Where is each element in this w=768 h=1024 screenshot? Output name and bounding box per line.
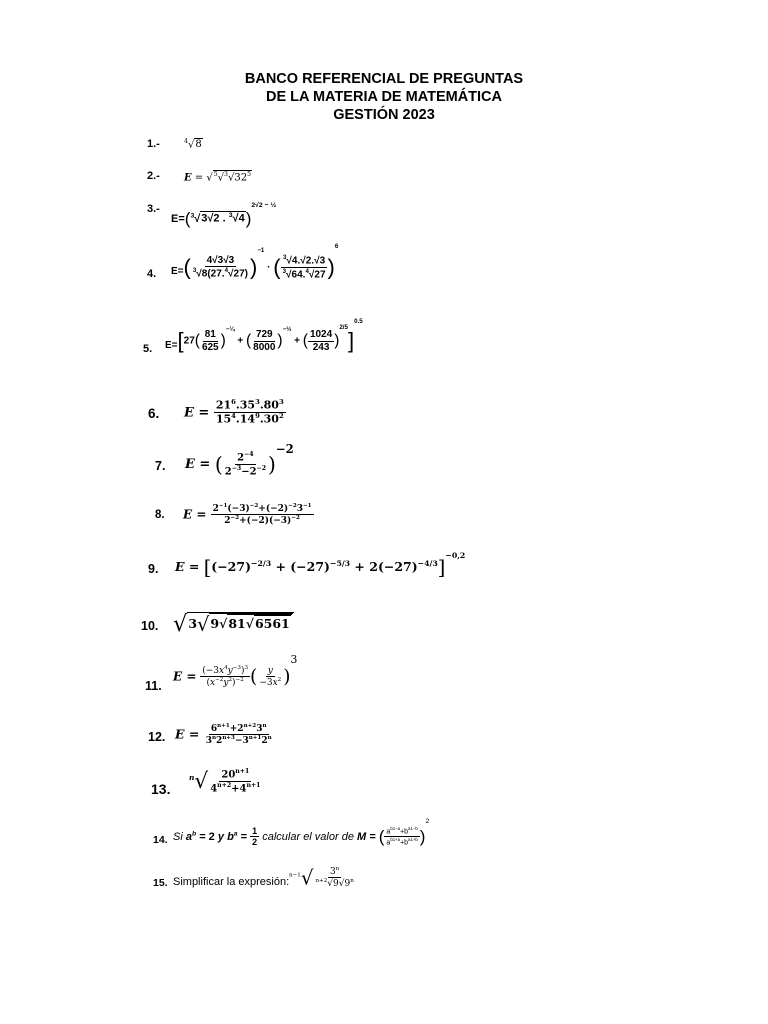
problem-expression: $^4$√8 [184, 138, 202, 151]
header-line-2: DE LA MATERIA DE MATEMÁTICA [265, 89, 502, 105]
problem-expression: $^{n-1}$√ $\frac{3^n}{^{n+2}√9√9^n}$ [289, 866, 354, 890]
problem-number: 7. [155, 459, 166, 473]
problem-label: Simplificar la expresión: [173, 876, 290, 888]
problem-number: 12. [148, 730, 166, 744]
problem-expression: $^n$√ $\frac{20^{n+1}}{4^{n+2}+4^{n+1}}$ [189, 768, 261, 795]
problem-number: 3.- [147, 203, 160, 215]
problem-number: 6. [148, 406, 160, 421]
problem-expression: E=( $\frac{4√3√3}{^3√8(27.^4√27)}$ )$^{-1}$ · ( $\frac{^3√4.√2.√3}{^3√64.^4√27}$ )$^6$ [171, 242, 339, 281]
problem-number: 15. [153, 877, 168, 889]
problem-number: 1.- [147, 138, 160, 150]
problem-number: 11. [145, 679, 162, 693]
problem-expression: $E = √^5√^3√32^5$ [184, 171, 252, 184]
problem-number: 14. [153, 834, 168, 846]
problem-expression: E = $\frac{21^6.35^3.80^3}{15^4.14^9.30^2}$ [184, 398, 284, 426]
problem-number: 9. [148, 562, 159, 576]
problem-expression: Si $a^b = 2$ y $b^a$ = $\frac{1}{2}$ calcular el valor de M = ( $\frac{a^{b1-a}+b^{a1-b}}{a^{b1+a}+b^{a1+b}}$ )$^2$ [173, 818, 430, 848]
problem-number: 4. [147, 268, 157, 280]
problem-expression: E = ( $\frac{2^{-4}}{2^{-3}-2^{-2}}$ )$^{-2}$ [185, 441, 294, 478]
problem-number: 10. [141, 619, 159, 633]
problem-number: 5. [143, 343, 153, 355]
header-line-3: GESTIÓN 2023 [333, 107, 435, 123]
problem-expression: E = $\frac{(-3x^4y^{-3})^3}{(x^{-2}y^2)^{-2}}$ ( $\frac{y}{-3x^2}$ )$^3$ [173, 653, 298, 689]
problem-number: 8. [155, 509, 165, 521]
problem-expression: E=[27( $\frac{81}{625}$ )$^{-\frac{1}{4}}$ + ( $\frac{729}{8000}$ )$^{-\frac{1}{3}}$ + ( $\frac{1024}{243}$ )$^{2/5}$]$^{0.5}$ [165, 318, 363, 353]
header-line-1: BANCO REFERENCIAL DE PREGUNTAS [244, 71, 524, 87]
problem-expression: E=($^3$√3√2 . $^3$√4)$^{2√2 - \frac{1}{2}}$ [171, 202, 277, 228]
problem-number: 13. [151, 781, 171, 797]
problem-expression: √3√9√81√6561 [173, 611, 294, 637]
problem-expression: E = $\frac{2^{-1}(-3)^{-2}+(-2)^{-2}3^{-1}}{2^{-2}+(-2)(-3)^{-2}}$ [183, 503, 312, 527]
problem-expression: E = $\frac{6^{n+1}+2^{n+2}3^n}{3^n2^{n+3}-3^{n+1}2^n}$ [175, 723, 272, 747]
problem-expression: $E = [(-27)^{-2/3} + (-27)^{-5/3} + 2(-27)^{-4/3}]^{-0,2}$ [175, 550, 466, 579]
problem-number: 2.- [147, 170, 160, 182]
